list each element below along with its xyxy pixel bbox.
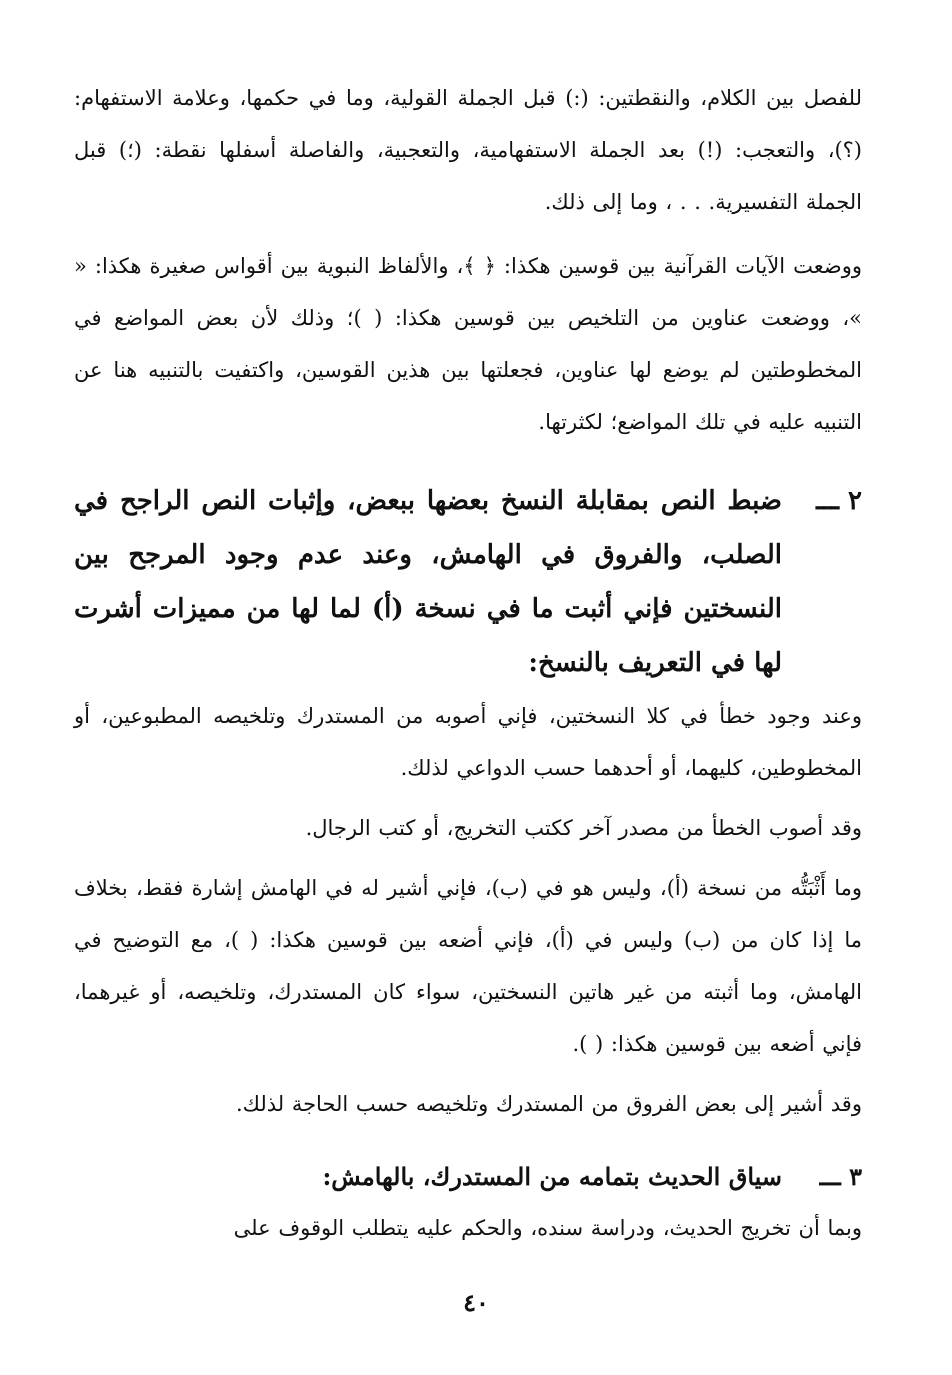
section-title: سياق الحديث بتمامه من المستدرك، بالهامش:	[322, 1162, 782, 1191]
paragraph-differences: وقد أشير إلى بعض الفروق من المستدرك وتلخيصه حسب الحاجة لذلك.	[235, 1092, 862, 1116]
section-title: ضبط النص بمقابلة النسخ بعضها ببعض، وإثبات النص الراجح في الصلب، والفروق في الهامش، وعند عدم وجود المرجح بين النسختين فإني أثبت ما في نسخة (أ) لما لها من مميزات أشرت لها في التعريف بالنسخ:	[74, 486, 782, 678]
page-number: ٤٠	[463, 1288, 489, 1317]
paragraph-hadith-context: وبما أن تخريج الحديث، ودراسة سنده، والحكم عليه يتطلب الوقوف على	[233, 1216, 862, 1240]
paragraph-brackets: ووضعت الآيات القرآنية بين قوسين هكذا: ﴿ ﴾، والألفاظ النبوية بين أقواس صغيرة هكذا: « »، ووضعت عناوين من التلخيص بين قوسين هكذا: ( )؛ وذلك لأن بعض المواضع في المخطوطتين لم يوضع لها عناوين، فجعلتها بين هذين القوسين، واكتفيت بالتنبيه هنا عن التنبيه عليه في تلك المواضع؛ لكثرتها.	[74, 254, 862, 434]
paragraph-other-sources: وقد أصوب الخطأ من مصدر آخر ككتب التخريج، أو كتب الرجال.	[305, 816, 862, 840]
paragraph-error-correction: وعند وجود خطأ في كلا النسختين، فإني أصوبه من المستدرك وتلخيصه المطبوعين، أو المخطوطين، كليهما، أو أحدهما حسب الدواعي لذلك.	[74, 704, 862, 780]
paragraph-manuscript-notes: وما أَثْبَتُّه من نسخة (أ)، وليس هو في (ب)، فإني أشير له في الهامش إشارة فقط، بخلاف ما إذا كان من (ب) وليس في (أ)، فإني أضعه بين قوسين هكذا: ( )، مع التوضيح في الهامش، وما أثبته من غير هاتين النسختين، سواء كان المستدرك، وتلخيصه، أو غيرهما، فإني أضعه بين قوسين هكذا: ( ).	[74, 876, 862, 1056]
section-number: ٣ ـــ	[819, 1162, 862, 1191]
page-body	[74, 72, 862, 1254]
section-heading-2	[74, 474, 862, 690]
paragraph-punctuation: للفصل بين الكلام، والنقطتين: (:) قبل الجملة القولية، وما في حكمها، وعلامة الاستفهام: (؟)، والتعجب: (!) بعد الجملة الاستفهامية، والتعجبية، والفاصلة أسفلها نقطة: (؛) قبل الجملة التفسيرية. . . ، وما إلى ذلك.	[74, 86, 862, 214]
section-number: ٢ ـــ	[816, 486, 862, 516]
section-heading-3	[74, 1152, 862, 1202]
